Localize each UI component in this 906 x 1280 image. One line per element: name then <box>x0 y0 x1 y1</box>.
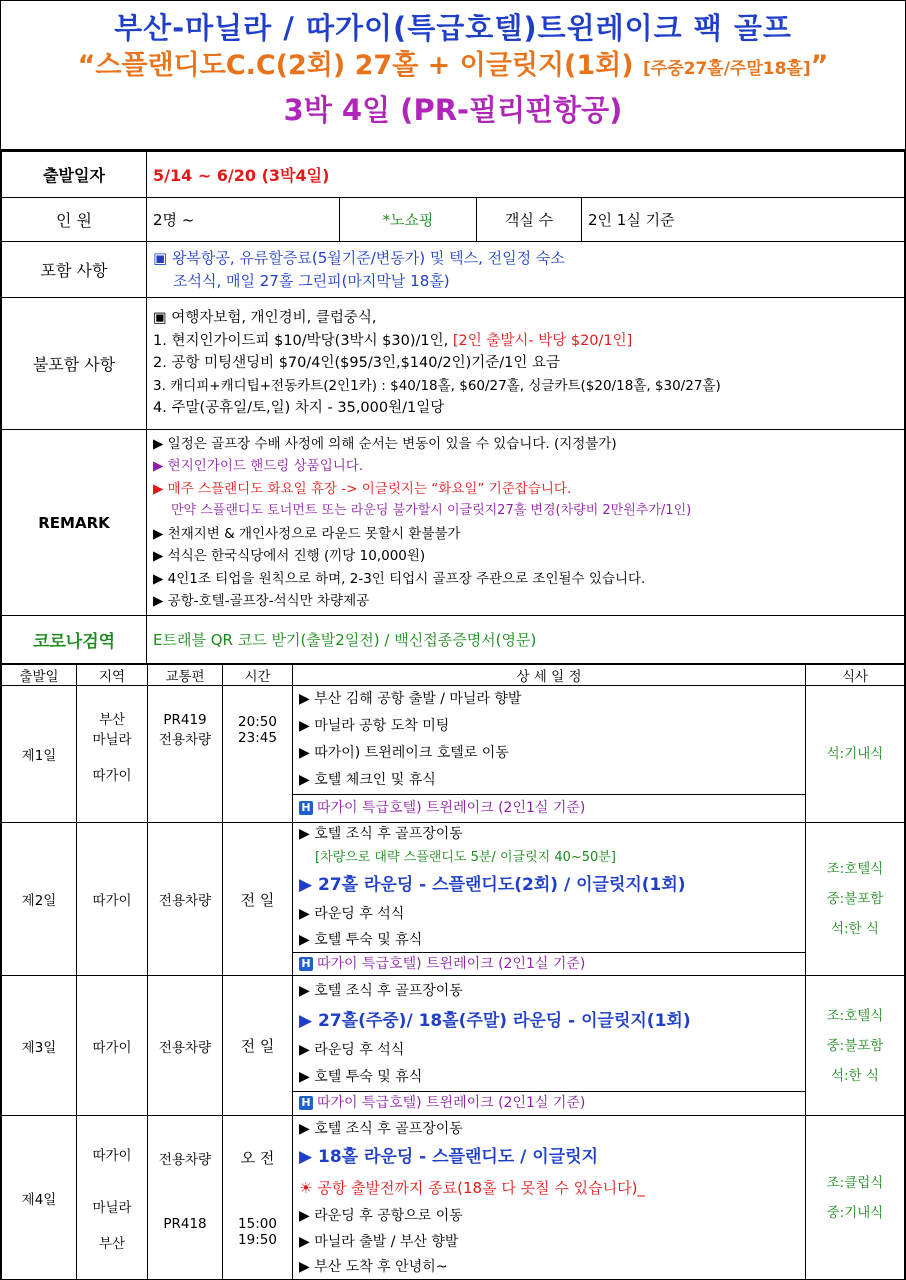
exclude-line: 2. 공항 미팅샌딩비 $70/4인($95/3인,$140/2인)기준/1인 요금 <box>153 355 560 372</box>
detail-line: ▶ 라운딩 후 공항으로 이동 <box>299 1207 463 1224</box>
meal: 조:호텔식 <box>826 861 884 877</box>
title-line2-main: “스플랜디도C.C(2회) 27홀 + 이글릿지(1회) <box>77 50 634 81</box>
transport: PR418 <box>163 1215 207 1232</box>
exclude-items <box>147 298 905 430</box>
time: 오 전 <box>240 1149 275 1167</box>
time: 20:50 <box>238 714 277 730</box>
hotel-icon: H <box>299 801 313 815</box>
departure-value: 5/14 ~ 6/20 (3박4일) <box>147 152 905 198</box>
day4-label: 제4일 <box>2 1116 77 1280</box>
day3-transport: 전용차량 <box>148 976 223 1116</box>
noshopping-label: *노쇼핑 <box>340 198 477 242</box>
transport: 전용차량 <box>158 1151 212 1168</box>
hotel-text: 따가이 특급호텔) 트윈레이크 (2인1실 기준) <box>317 800 586 816</box>
remark-line: ▶ 4인1조 티업을 원칙으로 하며, 2-3인 티업시 골프장 주관으로 조인될수 있습니다. <box>153 570 646 587</box>
people-label: 인 원 <box>2 198 147 242</box>
title-line3: 3박 4일 (PR-필리핀항공) <box>283 93 623 127</box>
day4-meals <box>806 1116 905 1280</box>
schedule-header: 교통편 <box>148 665 223 686</box>
meal: 조:호텔식 <box>826 1007 884 1024</box>
meal: 석:기내식 <box>826 746 884 762</box>
day4-times <box>223 1116 293 1280</box>
hotel-text: 따가이 특급호텔) 트윈레이크 (2인1실 기준) <box>317 1094 586 1111</box>
region: 따가이 <box>92 768 132 784</box>
day4-regions <box>77 1116 148 1280</box>
departure-label: 출발일자 <box>2 152 147 198</box>
day2-details <box>293 823 806 976</box>
remark-label: REMARK <box>2 430 147 616</box>
schedule-header: 상 세 일 정 <box>293 665 806 686</box>
region: 따가이 <box>92 1147 132 1164</box>
include-label: 포함 사항 <box>2 242 147 298</box>
time: 23:45 <box>238 730 277 746</box>
title-line2-small: [주중27홀/주말18홀] <box>643 59 811 79</box>
detail-line: ▶ 부산 도착 후 안녕히~ <box>299 1258 448 1275</box>
transport: 전용차량 <box>158 732 212 748</box>
detail-line: ▶ 호텔 조식 후 골프장이동 <box>299 982 463 999</box>
remark-line: ▶ 매주 스플랜디도 화요일 휴장 -> 이글릿지는 “화요일” 기준잡습니다. <box>153 480 572 497</box>
day4-details <box>293 1116 806 1280</box>
remark-line: ▶ 일정은 골프장 수배 사정에 의해 순서는 변동이 있을 수 있습니다. (지정불가) <box>153 435 617 452</box>
include-line: 조석식, 매일 27홀 그린피(마지막날 18홀) <box>173 271 450 290</box>
remark-line: ▶ 석식은 한국식당에서 진행 (끼당 10,000원) <box>153 548 426 564</box>
title-line2-end: ” <box>810 50 829 81</box>
day2-meals <box>806 823 905 976</box>
day3-label: 제3일 <box>2 976 77 1116</box>
region <box>79 748 145 764</box>
day1-transport <box>148 686 223 823</box>
day1-label: 제1일 <box>2 686 77 823</box>
detail-line: ▶ 호텔 투숙 및 휴식 <box>299 1068 423 1085</box>
time: 19:50 <box>238 1232 277 1248</box>
schedule-header: 출발일 <box>2 665 77 686</box>
detail-line: ▶ 호텔 조식 후 골프장이동 <box>299 1120 463 1137</box>
day1-details <box>293 686 806 823</box>
day2-time: 전 일 <box>223 823 293 976</box>
covid-value: E트래블 QR 코드 받기(출발2일전) / 백신접종증명서(영문) <box>147 616 905 664</box>
day2-label: 제2일 <box>2 823 77 976</box>
schedule-header: 시간 <box>223 665 293 686</box>
hotel-icon: H <box>299 1096 313 1110</box>
room-label: 객실 수 <box>477 198 582 242</box>
schedule-header: 식사 <box>806 665 905 686</box>
hotel-line <box>293 952 805 975</box>
detail-line: ▶ 따가이) 트윈레이크 호텔로 이동 <box>299 745 509 761</box>
remark-items <box>147 430 905 616</box>
detail-line: ▶ 27홀 라운딩 - 스플랜디도(2회) / 이글릿지(1회) <box>299 875 686 895</box>
hotel-line <box>293 1091 805 1114</box>
exclude-red-note: [2인 출발시- 박당 $20/1인] <box>452 332 633 349</box>
meal: 중:불포함 <box>826 891 884 907</box>
region: 마닐라 <box>92 732 132 748</box>
detail-line: ▶ 마닐라 출발 / 부산 향발 <box>299 1233 459 1250</box>
detail-line: ▶ 부산 김해 공항 출발 / 마닐라 향발 <box>299 691 522 707</box>
detail-line: ▶ 27홀(주중)/ 18홀(주말) 라운딩 - 이글릿지(1회) <box>299 1010 691 1031</box>
detail-line: [차량으로 대략 스플랜디도 5분/ 이글릿지 40~50분] <box>315 850 616 865</box>
day2-region: 따가이 <box>77 823 148 976</box>
region: 부산 <box>98 1235 126 1252</box>
exclude-line: 4. 주말(공휴일/토,일) 차지 - 35,000원/1일당 <box>153 400 445 417</box>
meal: 석:한 식 <box>831 921 879 937</box>
meal: 중:기내식 <box>826 1204 884 1221</box>
people-value: 2명 ~ <box>147 198 340 242</box>
day3-time: 전 일 <box>223 976 293 1116</box>
exclude-line <box>153 330 898 353</box>
region: 부산 <box>98 712 126 728</box>
include-line: ▣ 왕복항공, 유류할증료(5월기준/변동가) 및 텍스, 전일정 숙소 <box>153 249 565 267</box>
detail-line: ▶ 라운딩 후 석식 <box>299 1041 405 1058</box>
day1-times <box>223 686 293 823</box>
schedule-header: 지역 <box>77 665 148 686</box>
detail-line: ☀ 공항 출발전까지 종료(18홀 다 못칠 수 있습니다)_ <box>299 1178 645 1197</box>
day2-transport: 전용차량 <box>148 823 223 976</box>
day3-details <box>293 976 806 1116</box>
exclude-line: 3. 캐디피+캐디팁+전동카트(2인1카) : $40/18홀, $60/27홀, 싱글카트($20/18홀, $30/27홀) <box>153 377 721 394</box>
remark-line: ▶ 천재지변 & 개인사정으로 라운드 못할시 환불불가 <box>153 525 461 542</box>
transport: PR419 <box>163 712 207 728</box>
exclude-line: ▣ 여행자보험, 개인경비, 클럽중식, <box>153 310 377 327</box>
time: 15:00 <box>238 1216 277 1232</box>
meal: 조:클럽식 <box>826 1174 884 1191</box>
day3-meals <box>806 976 905 1116</box>
remark-line: 만약 스플랜디도 토너먼트 또는 라운딩 불가할시 이글릿지27홀 변경(차량비 2만원추가/1인) <box>171 503 692 518</box>
detail-line: ▶ 호텔 체크인 및 휴식 <box>299 772 436 788</box>
meal: 중:불포함 <box>826 1037 884 1054</box>
covid-label: 코로나검역 <box>2 616 147 664</box>
schedule-table <box>1 664 905 1280</box>
day4-transport <box>148 1116 223 1280</box>
title-line1: 부산-마닐라 / 따가이(특급호텔)트윈레이크 팩 골프 <box>114 11 792 45</box>
info-table <box>1 151 905 664</box>
hotel-icon: H <box>299 957 313 971</box>
room-value: 2인 1실 기준 <box>582 198 905 242</box>
title-box <box>1 1 905 151</box>
day3-region: 따가이 <box>77 976 148 1116</box>
remark-line: ▶ 공항-호텔-골프장-석식만 차량제공 <box>153 593 370 609</box>
title-line2 <box>1 47 905 88</box>
region: 마닐라 <box>92 1199 132 1216</box>
day1-regions <box>77 686 148 823</box>
detail-line: ▶ 18홀 라운딩 - 스플랜디도 / 이글릿지 <box>299 1146 598 1167</box>
detail-line: ▶ 마닐라 공항 도착 미팅 <box>299 718 450 734</box>
include-items <box>147 242 905 298</box>
hotel-line <box>293 794 805 822</box>
exclude-label: 불포함 사항 <box>2 298 147 430</box>
detail-line: ▶ 라운딩 후 석식 <box>299 906 405 922</box>
exclude-line-text: 1. 현지인가이드피 $10/박당(3박시 $30)/1인, <box>153 332 449 349</box>
day1-meals <box>806 686 905 823</box>
meal: 석:한 식 <box>831 1067 879 1084</box>
hotel-text: 따가이 특급호텔) 트윈레이크 (2인1실 기준) <box>317 956 586 972</box>
remark-line: ▶ 현지인가이드 핸드링 상품입니다. <box>153 458 364 474</box>
detail-line: ▶ 호텔 조식 후 골프장이동 <box>299 826 463 842</box>
detail-line: ▶ 호텔 투숙 및 휴식 <box>299 932 423 948</box>
